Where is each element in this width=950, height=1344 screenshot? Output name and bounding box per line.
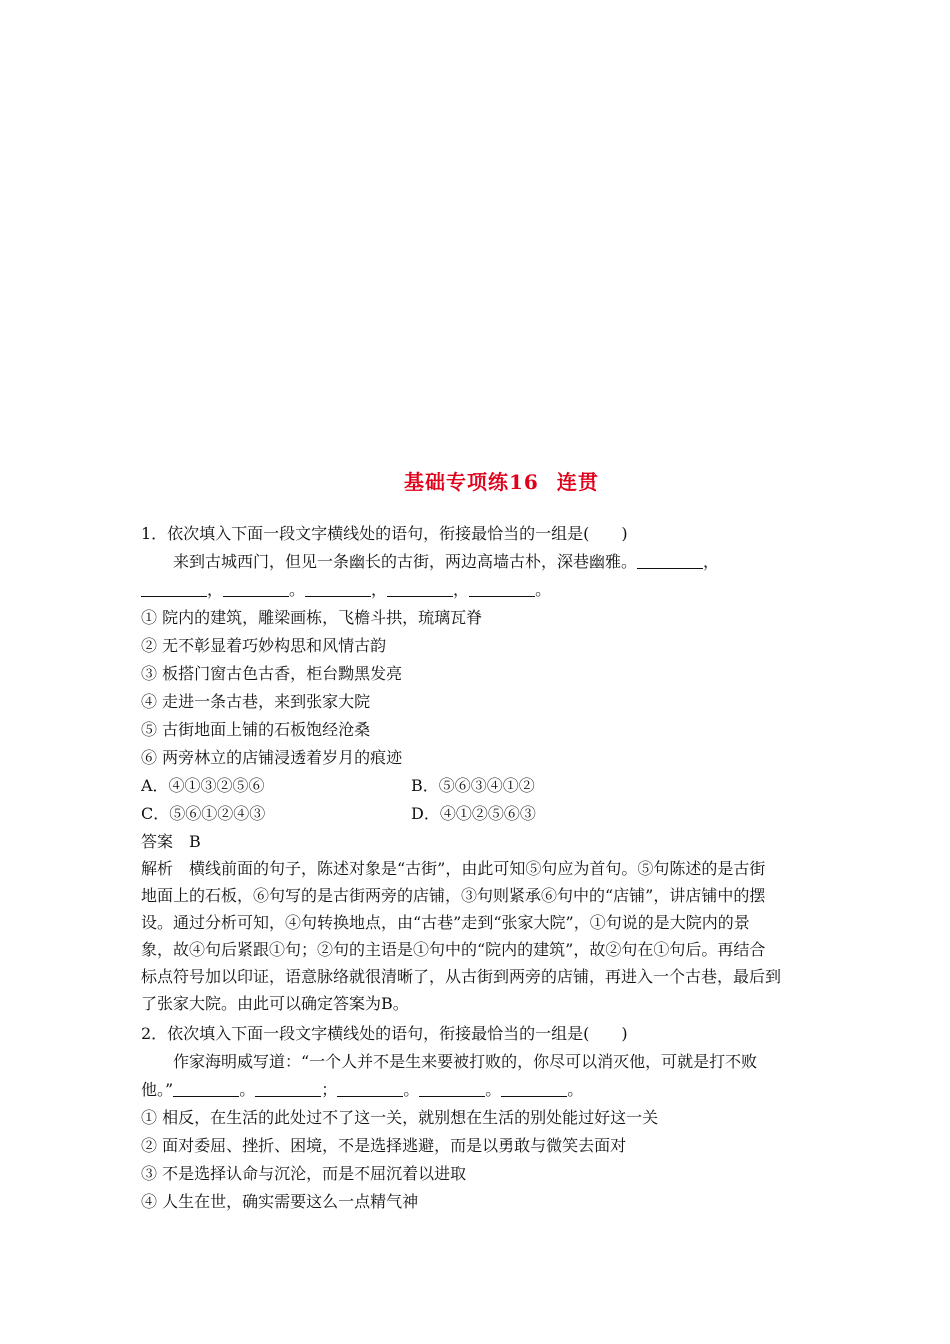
q1-passage-text: 来到古城西门，但见一条幽长的古街，两边高墙古朴，深巷幽雅。 — [173, 552, 638, 571]
q1-comma: ， — [207, 580, 224, 599]
q2-blank-1 — [173, 1082, 239, 1097]
page-title — [404, 466, 599, 495]
q2-item-3: ③ 不是选择认命与沉沦，而是不屈沉着以进取 — [141, 1164, 467, 1183]
q2-period: 。 — [567, 1080, 584, 1099]
title-main: 基础专项练16 — [404, 470, 539, 494]
q1-stem: 1．依次填入下面一段文字横线处的语句，衔接最恰当的一组是( ) — [141, 524, 628, 543]
q1-comma: ， — [371, 580, 388, 599]
q1-item-5: ⑤ 古街地面上铺的石板饱经沧桑 — [141, 720, 371, 739]
q1-comma: ， — [453, 580, 470, 599]
q1-item-6: ⑥ 两旁林立的店铺浸透着岁月的痕迹 — [141, 748, 403, 767]
q1-item-2: ② 无不彰显着巧妙构思和风情古韵 — [141, 636, 387, 655]
q1-analysis-line-2: 地面上的石板，⑥句写的是古街两旁的店铺，③句则紧承⑥句中的“店铺”，讲店铺中的摆 — [141, 886, 766, 905]
q2-passage-line2 — [141, 1080, 583, 1100]
q1-option-c: C．⑤⑥①②④③ — [141, 804, 266, 823]
q1-blank-3 — [223, 582, 289, 597]
q1-period: 。 — [535, 580, 552, 599]
q2-item-4: ④ 人生在世，确实需要这么一点精气神 — [141, 1192, 419, 1211]
title-sub: 连贯 — [556, 470, 599, 494]
q1-comma: ， — [703, 552, 720, 571]
q2-semicolon: ； — [321, 1080, 338, 1099]
q1-analysis-line-1: 解析 横线前面的句子，陈述对象是“古街”，由此可知⑤句应为首句。⑤句陈述的是古街 — [141, 859, 766, 878]
q2-item-2: ② 面对委屈、挫折、困境，不是选择逃避，而是以勇敢与微笑去面对 — [141, 1136, 627, 1155]
q1-passage-line1 — [173, 552, 719, 572]
q2-blank-5 — [501, 1082, 567, 1097]
q2-blank-3 — [337, 1082, 403, 1097]
q2-passage-text: 他。” — [141, 1080, 174, 1099]
q1-options-row-2 — [141, 804, 741, 824]
q1-option-b: B．⑤⑥③④①② — [411, 776, 535, 795]
q1-answer: 答案 B — [141, 832, 201, 851]
q1-blank-4 — [305, 582, 371, 597]
q2-blank-4 — [419, 1082, 485, 1097]
q1-analysis-line-4: 象，故④句后紧跟①句；②句的主语是①句中的“院内的建筑”，故②句在①句后。再结合 — [141, 940, 766, 959]
q1-option-d: D．④①②⑤⑥③ — [411, 804, 536, 823]
q1-passage-line2 — [141, 580, 551, 600]
q2-period: 。 — [239, 1080, 256, 1099]
q2-passage-line1: 作家海明威写道：“一个人并不是生来要被打败的，你尽可以消灭他，可就是打不败 — [173, 1052, 758, 1071]
q1-blank-1 — [637, 554, 703, 569]
q1-blank-2 — [141, 582, 207, 597]
q1-blank-6 — [469, 582, 535, 597]
q2-period: 。 — [485, 1080, 502, 1099]
q1-analysis-line-3: 设。通过分析可知，④句转换地点，由“古巷”走到“张家大院”，①句说的是大院内的景 — [141, 913, 750, 932]
q2-blank-2 — [255, 1082, 321, 1097]
q1-analysis-line-6: 了张家大院。由此可以确定答案为B。 — [141, 994, 409, 1013]
q1-option-a: A．④①③②⑤⑥ — [141, 776, 265, 795]
q1-options-row-1 — [141, 776, 741, 796]
q1-period: 。 — [289, 580, 306, 599]
q2-stem: 2．依次填入下面一段文字横线处的语句，衔接最恰当的一组是( ) — [141, 1024, 628, 1043]
q2-item-1: ① 相反，在生活的此处过不了这一关，就别想在生活的别处能过好这一关 — [141, 1108, 659, 1127]
q2-period: 。 — [403, 1080, 420, 1099]
q1-blank-5 — [387, 582, 453, 597]
q1-item-4: ④ 走进一条古巷，来到张家大院 — [141, 692, 371, 711]
q1-item-3: ③ 板搭门窗古色古香，柜台黝黑发亮 — [141, 664, 403, 683]
q1-item-1: ① 院内的建筑，雕梁画栋，飞檐斗拱，琉璃瓦脊 — [141, 608, 483, 627]
q1-analysis-line-5: 标点符号加以印证，语意脉络就很清晰了，从古街到两旁的店铺，再进入一个古巷，最后到 — [141, 967, 782, 986]
